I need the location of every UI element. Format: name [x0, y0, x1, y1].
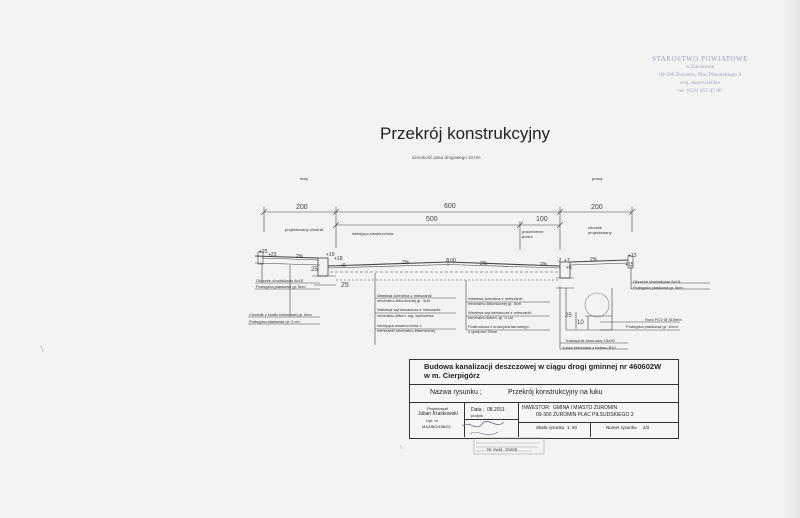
- level-3: +19: [326, 252, 335, 258]
- level-2: +23: [268, 252, 277, 258]
- drawing-subtitle: szerokość pasa drogowego 10,0m: [412, 155, 481, 160]
- level-8: +13: [628, 253, 637, 259]
- title-block-col-3: [590, 422, 591, 437]
- slope-2: 2%: [402, 260, 410, 266]
- left-side-label: lewy: [300, 176, 309, 181]
- level-7: +6: [566, 265, 572, 271]
- project-title-location: w m. Cierpigórz: [424, 371, 480, 380]
- level-4: +18: [334, 256, 343, 262]
- designer-label: Projektował: [427, 406, 448, 411]
- stamp-line-4: woj. mazowieckie: [679, 80, 720, 86]
- designer-name: Julian Kraśkowski: [418, 411, 458, 417]
- label-sand-left: Podsypka piaskowa gr. 5cm: [256, 284, 306, 289]
- dim-200-right: 200: [591, 204, 603, 211]
- label-wearing-1: Warstwa ścieralna z mieszanki: [377, 293, 432, 298]
- label2-wearing-2: mineralno-bitumicznej gr. 4cm: [468, 301, 522, 306]
- label-existing-1: Istniejąca nawierzchnia z: [377, 323, 422, 328]
- title-block-divider-2: [409, 402, 678, 403]
- level-6: +7: [564, 258, 570, 264]
- label2-base-2: o grubości 20cm: [468, 329, 498, 334]
- label-curb-right: Obrzeże chodnikowe 6x15: [633, 279, 681, 284]
- dim-100: 100: [536, 216, 548, 223]
- dim-500: 500: [426, 216, 438, 223]
- level-10: -2: [557, 258, 562, 264]
- label2-wearing-1: Warstwa ścieralna z mieszanki: [468, 296, 523, 301]
- right-side-label: prawy: [592, 176, 603, 181]
- level-5: +6: [340, 263, 346, 269]
- label2-leveling-1: Warstwa wyrównawcza z mieszanki: [468, 310, 532, 315]
- level-9: +15: [625, 262, 634, 268]
- label-kerb: Krawężnik betonowy 15x30: [566, 338, 615, 343]
- label2-base-1: Podbudowa z kruszywa łamanego: [468, 324, 529, 329]
- label-leveling-1: Warstwa wyrównawcza z mieszanki: [377, 307, 441, 312]
- designer-permit: MAZ/BO/156/02: [422, 424, 451, 429]
- label-leveling-2: mineralno-bitum. wg. wyliczenia: [377, 313, 434, 318]
- zone-roadway: istniejąca nawierzchnia: [352, 231, 394, 236]
- registry-number: Nr ewid. 19456: [487, 447, 518, 452]
- label-paving-left: Chodnik z kostki betonowej gr. 8cm: [249, 312, 312, 317]
- stamp-line-5: tel. (023) 657 47 00: [678, 88, 722, 94]
- zone-widening: poszerzenie jezdni: [522, 229, 544, 239]
- signature-label: podpis: [471, 413, 483, 418]
- slope-1: 2%: [296, 254, 304, 260]
- dim-25-b: 25: [311, 267, 318, 273]
- designer-permit-label: Upr. nr: [426, 418, 439, 423]
- date-label: Data ;: [471, 407, 485, 413]
- stamp-line-2: w Żurominie: [685, 64, 715, 70]
- number-label: Numer rysunku: [606, 425, 637, 430]
- label-sand-right: Podsypka piaskowa gr. 5cm: [633, 285, 683, 290]
- dim-25-c: 25: [565, 313, 572, 319]
- dim-25-a: 25: [341, 282, 349, 289]
- level-1: +25: [259, 249, 268, 255]
- zone-sidewalk-right: chodnik projektowany: [588, 225, 612, 235]
- zone-sidewalk-left: projektowany chodnik: [285, 227, 324, 232]
- label2-leveling-2: mineralno-bitum. gr. 4 cm: [468, 315, 514, 320]
- dim-600: 600: [444, 203, 456, 210]
- stamp-line-1: STAROSTWO POWIATOWE: [652, 55, 748, 63]
- stamp-line-3: 09-300 Żuromin, Plac Piłsudskiego 4: [658, 72, 742, 78]
- title-block-divider-1: [409, 384, 678, 385]
- project-title: Budowa kanalizacji deszczowej w ciągu drogi gminnej nr 460602W: [424, 362, 662, 371]
- slope-5: 2%: [590, 257, 598, 263]
- date-value: 08.2011: [487, 407, 505, 413]
- label-sand2-left: Podsypka piaskowa gr. 3 cm: [249, 319, 300, 324]
- label-pipe: Rura PCV Ø 315mm: [645, 317, 682, 322]
- drawing-name-label: Nazwa rysunku ;: [430, 389, 482, 396]
- axis-level: 0,00: [446, 258, 456, 264]
- drawing-name: Przekrój konstrukcyjny na łuku: [508, 389, 603, 396]
- investor-name: GMINA I MIASTO ŻUROMIN: [553, 405, 618, 411]
- label-existing-2: mieszanki mineralno-bitumicznej: [377, 328, 435, 333]
- slope-3: 2%: [480, 261, 488, 267]
- scale-value: 1: 50: [567, 425, 578, 430]
- drawing-title: Przekrój konstrukcyjny: [380, 124, 551, 143]
- slope-4: 2%: [540, 262, 548, 268]
- investor-label: INWESTOR:: [522, 405, 551, 411]
- label-pipe-bedding: Podsypka piaskowa gr. 10cm: [626, 324, 678, 329]
- dim-200-left: 200: [296, 204, 308, 211]
- investor-address: 09-300 ŻUROMIN PLAC PIŁSUDSKIEGO 3: [536, 412, 634, 418]
- label-bench: Ława betonowa z betonu B10: [563, 345, 616, 350]
- number-value: 4/2: [643, 425, 650, 430]
- label-wearing-2: mineralno-bitumicznej gr. 4cm: [377, 298, 431, 303]
- scale-label: Skala rysunku: [536, 425, 565, 430]
- label-curb-left: Obrzeże chodnikowe 6x15: [256, 278, 304, 283]
- dim-10: 10: [577, 320, 584, 326]
